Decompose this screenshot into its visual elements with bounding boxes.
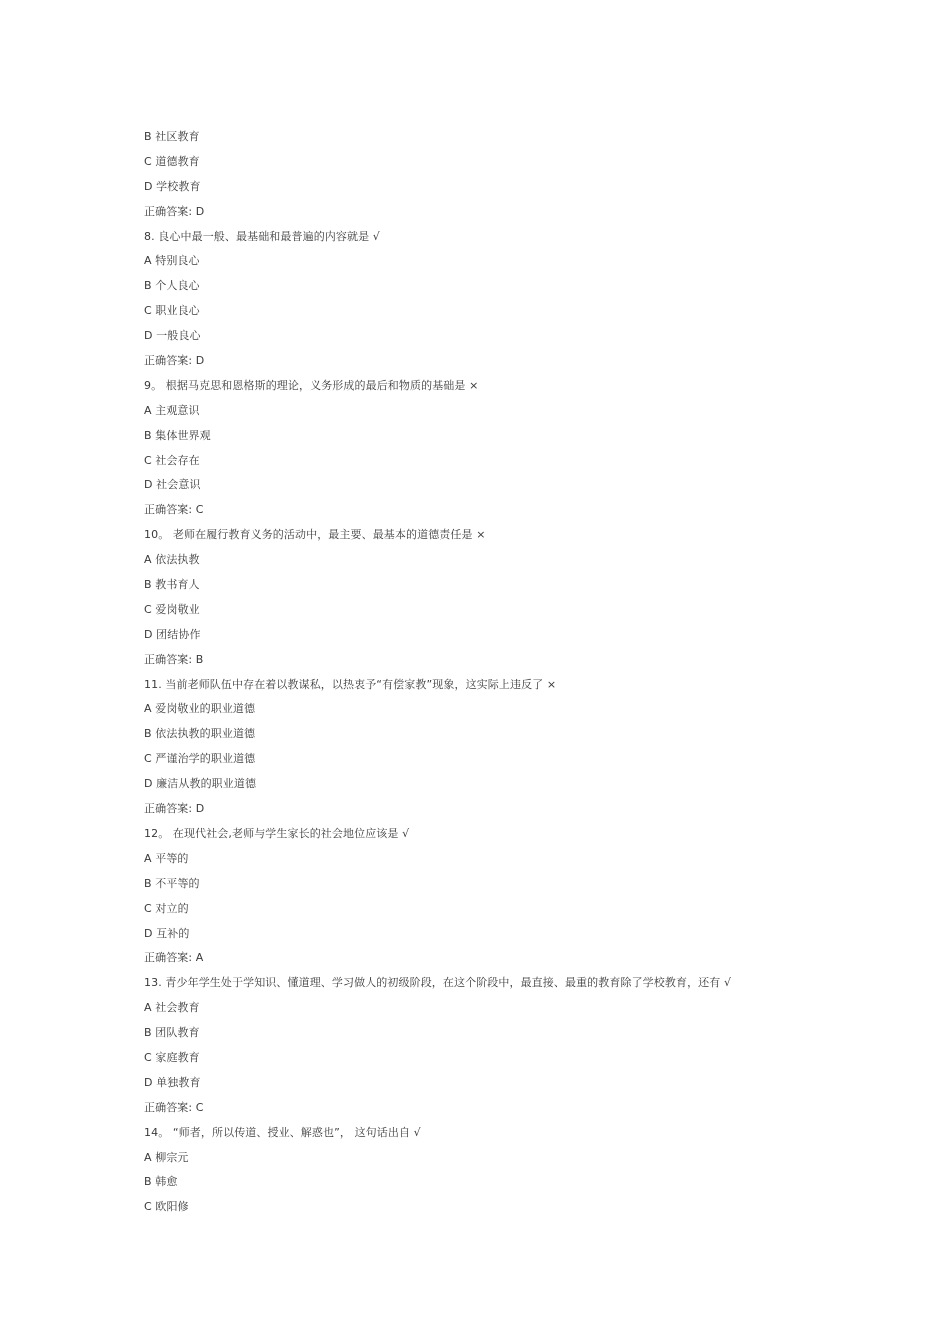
option-c-line: C 职业良心: [144, 304, 200, 318]
option-a-line: A 柳宗元: [144, 1150, 189, 1164]
option-c-line: C 道德教育: [144, 154, 200, 168]
option-c-line: C 严谨治学的职业道德: [144, 752, 256, 766]
option-d-line: D 单独教育: [144, 1075, 201, 1089]
option-a-line: A 社会教育: [144, 1001, 200, 1015]
option-c-line: C 欧阳修: [144, 1200, 189, 1214]
option-d-line: D 廉洁从教的职业道德: [144, 777, 257, 791]
option-c-line: C 对立的: [144, 901, 189, 915]
answer-line: 正确答案: A: [144, 951, 204, 965]
document-page: [144, 127, 864, 1222]
option-a-line: A 特别良心: [144, 254, 200, 268]
question-13: 13. 青少年学生处于学知识、懂道理、学习做人的初级阶段，在这个阶段中，最直接、最重的教育除了学校教育，还有 √: [144, 976, 732, 990]
answer-line: 正确答案: D: [144, 802, 205, 816]
option-a-line: A 爱岗敬业的职业道德: [144, 702, 256, 716]
question-12: 12。 在现代社会,老师与学生家长的社会地位应该是 √: [144, 826, 410, 840]
option-b-line: B 社区教育: [144, 130, 200, 143]
option-d-line: D 团结协作: [144, 627, 201, 641]
answer-line: 正确答案: D: [144, 204, 205, 218]
answer-line: 正确答案: C: [144, 1100, 204, 1114]
option-c-line: C 家庭教育: [144, 1050, 200, 1064]
question-11: 11. 当前老师队伍中存在着以教谋私，以热衷予“有偿家教”现象，这实际上违反了 ×: [144, 677, 557, 691]
option-b-line: B 个人良心: [144, 279, 200, 293]
answer-line: 正确答案: D: [144, 354, 205, 368]
answer-line: 正确答案: B: [144, 652, 204, 666]
option-a-line: A 主观意识: [144, 403, 200, 417]
option-c-line: C 社会存在: [144, 453, 200, 467]
question-14: 14。 “师者，所以传道、授业、解惑也”， 这句话出自 √: [144, 1125, 421, 1139]
option-b-line: B 集体世界观: [144, 428, 211, 442]
option-a-line: A 依法执教: [144, 553, 200, 567]
option-b-line: B 韩愈: [144, 1175, 178, 1189]
option-b-line: B 不平等的: [144, 876, 200, 890]
option-b-line: B 教书育人: [144, 578, 200, 592]
option-b-line: B 依法执教的职业道德: [144, 727, 256, 741]
question-10: 10。 老师在履行教育义务的活动中，最主要、最基本的道德责任是 ×: [144, 528, 486, 542]
option-d-line: D 互补的: [144, 926, 190, 940]
answer-line: 正确答案: C: [144, 503, 204, 517]
option-c-line: C 爱岗敬业: [144, 602, 200, 616]
option-a-line: A 平等的: [144, 851, 189, 865]
option-d-line: D 一般良心: [144, 329, 201, 343]
option-d-line: D 社会意识: [144, 478, 201, 492]
option-d-line: D 学校教育: [144, 179, 201, 193]
question-8: 8. 良心中最一般、最基础和最普遍的内容就是 √: [144, 229, 380, 243]
question-9: 9。 根据马克思和恩格斯的理论，义务形成的最后和物质的基础是 ×: [144, 378, 479, 392]
option-b-line: B 团队教育: [144, 1026, 200, 1040]
